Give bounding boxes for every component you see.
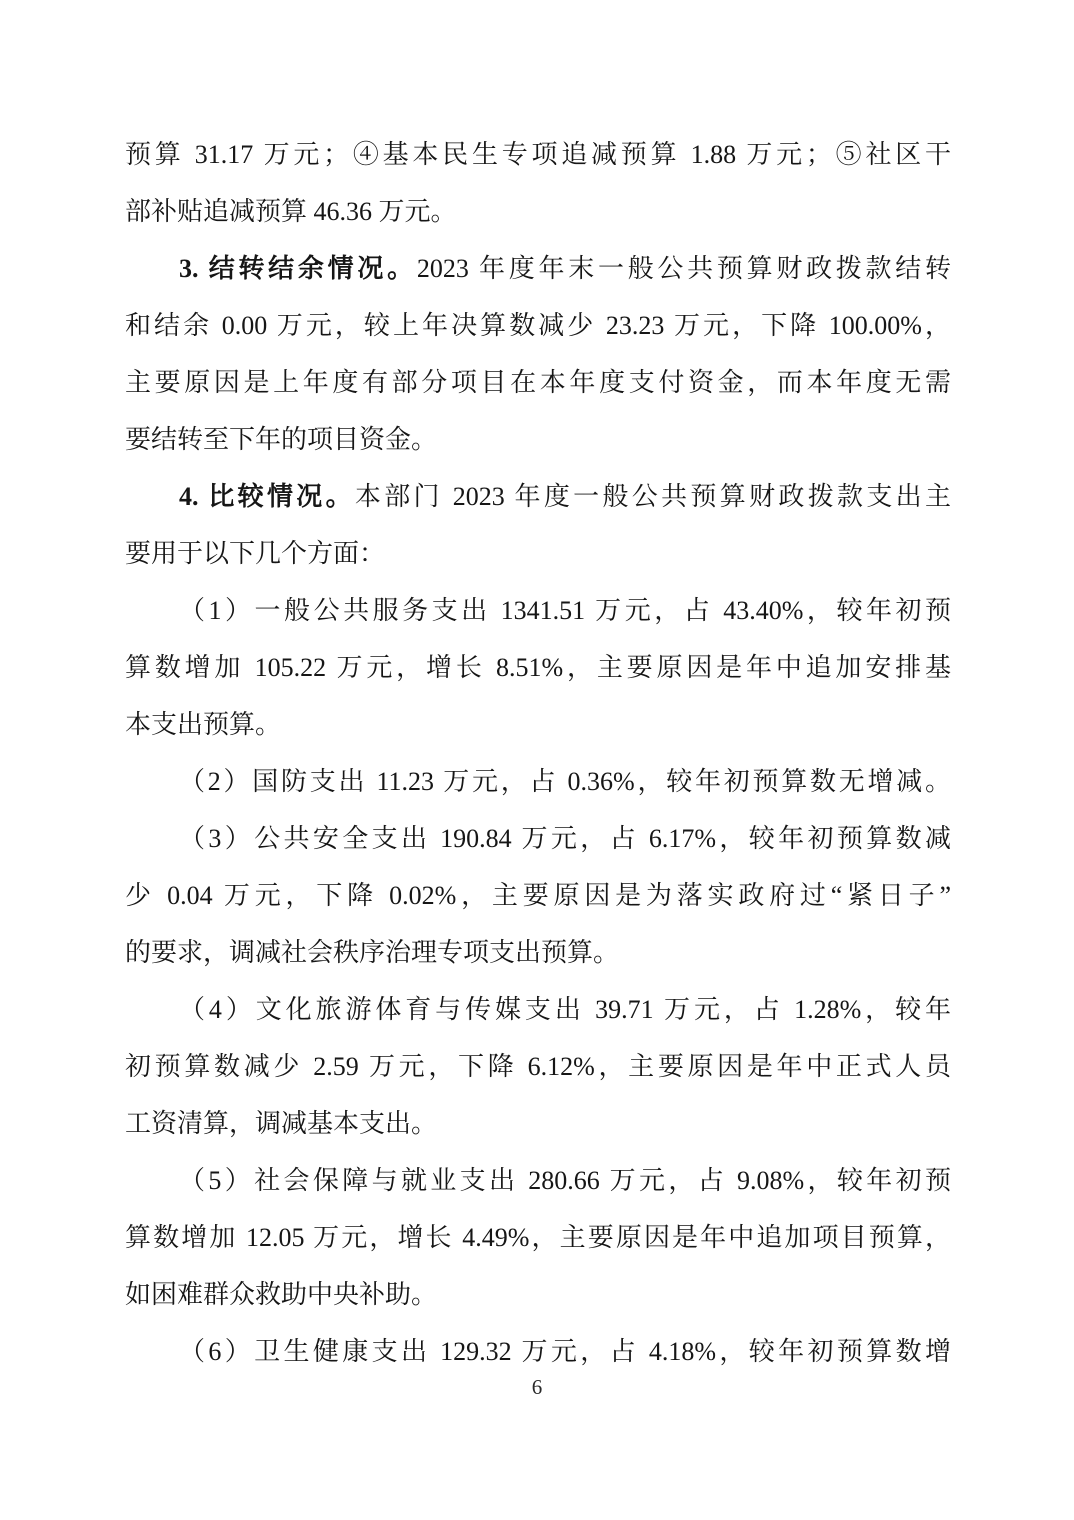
document-body — [125, 126, 951, 1380]
text-line: 要用于以下几个方面： — [125, 539, 386, 568]
text-line — [125, 240, 951, 297]
text-line: 算数增加 105.22 万元，增长 8.51%，主要原因是年中追加安排基 — [125, 653, 951, 682]
text-line: 预算 31.17 万元；④基本民生专项追减预算 1.88 万元；⑤社区干 — [125, 140, 951, 169]
text-line: 的要求，调减社会秩序治理专项支出预算。 — [125, 938, 620, 967]
text-line: 少 0.04 万元，下降 0.02%，主要原因是为落实政府过“紧日子” — [125, 881, 951, 910]
text-line: 和结余 0.00 万元，较上年决算数减少 23.23 万元，下降 100.00%， — [125, 311, 951, 340]
section-heading: 4. 比较情况。 — [179, 482, 355, 511]
text-line: 初预算数减少 2.59 万元，下降 6.12%，主要原因是年中正式人员 — [125, 1052, 951, 1081]
text-line: 主要原因是上年度有部分项目在本年度支付资金，而本年度无需 — [125, 368, 951, 397]
text-line: （3）公共安全支出 190.84 万元，占 6.17%，较年初预算数减 — [179, 824, 951, 853]
text-line — [125, 468, 951, 525]
text-line: （5）社会保障与就业支出 280.66 万元，占 9.08%，较年初预 — [179, 1166, 951, 1195]
text-line: 工资清算，调减基本支出。 — [125, 1109, 438, 1138]
text-line: 如困难群众救助中央补助。 — [125, 1280, 438, 1309]
text-line: （2）国防支出 11.23 万元，占 0.36%，较年初预算数无增减。 — [179, 767, 951, 796]
text-line: 要结转至下年的项目资金。 — [125, 425, 438, 454]
text-line: （4）文化旅游体育与传媒支出 39.71 万元，占 1.28%，较年 — [179, 995, 951, 1024]
section-heading: 3. 结转结余情况。 — [179, 254, 417, 283]
text-line: 部补贴追减预算 46.36 万元。 — [125, 197, 457, 226]
text-line: （6）卫生健康支出 129.32 万元，占 4.18%，较年初预算数增 — [179, 1337, 951, 1366]
text-run: 本部门 2023 年度一般公共预算财政拨款支出主 — [354, 482, 951, 511]
text-line: （1）一般公共服务支出 1341.51 万元，占 43.40%，较年初预 — [179, 596, 951, 625]
page-number: 6 — [531, 1375, 543, 1399]
text-run: 2023 年度年末一般公共预算财政拨款结转 — [416, 254, 951, 283]
text-line: 算数增加 12.05 万元，增长 4.49%，主要原因是年中追加项目预算， — [125, 1223, 951, 1252]
text-line: 本支出预算。 — [125, 710, 282, 739]
